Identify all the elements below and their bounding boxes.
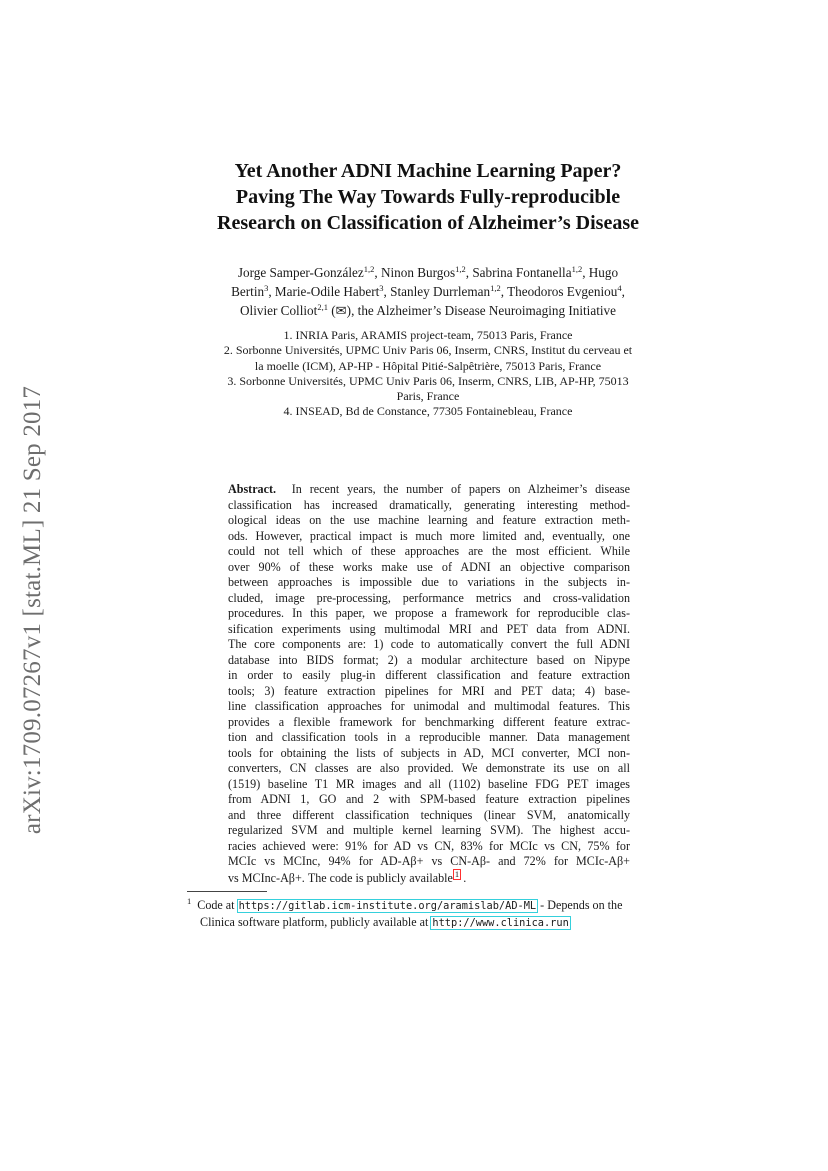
affiliation-line: 3. Sorbonne Universités, UPMC Univ Paris 06, Inserm, CNRS, LIB, AP-HP, 75013 bbox=[227, 373, 629, 388]
abstract-line: sification experiments using multimodal MRI and PET data from ADNI. bbox=[228, 621, 630, 636]
author-list bbox=[190, 263, 666, 320]
author-name: , Hugo bbox=[582, 265, 619, 280]
abstract-line: provides a flexible framework for benchmarking different feature extrac- bbox=[228, 714, 630, 729]
abstract-line bbox=[228, 870, 630, 887]
abstract-line: regularized SVM and multiple kernel learning SVM). The highest accu- bbox=[228, 823, 630, 837]
author-affil: 1,2 bbox=[455, 264, 466, 274]
clinica-link[interactable]: http://www.clinica.run bbox=[432, 917, 569, 929]
footnote-line bbox=[187, 897, 671, 914]
affiliation-line: 2. Sorbonne Universités, UPMC Univ Paris 06, Inserm, CNRS, Institut du cerveau et bbox=[223, 343, 633, 358]
arxiv-stamp bbox=[20, 355, 46, 865]
abstract-line: tion and classification tools in a reproducible manner. Data management bbox=[228, 730, 630, 744]
author-name: , bbox=[621, 284, 625, 299]
abstract-line: MCIc vs MCInc, 94% for AD-Aβ+ vs CN-Aβ- and 72% for MCIc-Aβ+ bbox=[228, 854, 630, 868]
author-name: , Ninon Burgos bbox=[374, 265, 456, 280]
affiliations bbox=[180, 328, 676, 420]
abstract-line: from ADNI 1, GO and 2 with SPM-based feature extraction pipelines bbox=[228, 792, 630, 806]
abstract-line: classification has increased dramatically, generating interesting method- bbox=[228, 497, 630, 512]
abstract-line: between approaches is impossible due to variations in the subjects in- bbox=[228, 575, 630, 589]
title-line: Research on Classification of Alzheimer’s Disease bbox=[217, 212, 639, 234]
author-name: , Stanley Durrleman bbox=[383, 284, 491, 299]
abstract-line: procedures. In this paper, we propose a framework for reproducible clas- bbox=[228, 606, 630, 620]
abstract-line: ological ideas on the use machine learning and feature extraction meth- bbox=[228, 513, 630, 527]
footnote-text: Code at bbox=[197, 898, 235, 912]
author-affil: 2,1 bbox=[317, 302, 328, 312]
author-name: Bertin bbox=[231, 284, 265, 299]
abstract-line: ods. However, practical impact is much more limited and, eventually, one bbox=[228, 528, 630, 543]
author-affil: 1,2 bbox=[571, 264, 583, 274]
author-affil: 3 bbox=[264, 283, 269, 293]
affiliation-line: Paris, France bbox=[396, 389, 460, 404]
author-name: Jorge Samper-González bbox=[237, 265, 364, 280]
author-name: , Marie-Odile Habert bbox=[268, 284, 380, 299]
abstract-line: (1519) baseline T1 MR images and all (1102) baseline FDG PET images bbox=[228, 776, 630, 791]
gitlab-link[interactable]: https://gitlab.icm-institute.org/aramislab/AD-ML bbox=[238, 900, 537, 912]
author-affil: 1,2 bbox=[363, 264, 375, 274]
abstract-text: vs MCInc-Aβ+. The code is publicly available bbox=[228, 870, 453, 885]
title-line: Paving The Way Towards Fully-reproducible bbox=[235, 186, 621, 208]
footnote-line bbox=[187, 914, 671, 931]
abstract-line: and three different classification techniques (linear SVM, anatomically bbox=[228, 807, 630, 822]
abstract-line: racies achieved were: 91% for AD vs CN, 83% for MCIc vs CN, 75% for bbox=[228, 838, 630, 853]
footnote bbox=[187, 897, 671, 931]
abstract-text: In recent years, the number of papers on Alzheimer’s disease bbox=[291, 482, 631, 496]
author-line bbox=[190, 301, 666, 320]
author-line bbox=[190, 263, 666, 282]
author-name: (✉), the Alzheimer’s Disease Neuroimaging Initiative bbox=[327, 303, 616, 318]
abstract-line: could not tell which of these approaches are the most efficient. While bbox=[228, 544, 630, 558]
footnote-text: Clinica software platform, publicly available at bbox=[200, 915, 429, 929]
abstract-line bbox=[228, 482, 630, 498]
author-affil: 4 bbox=[617, 283, 622, 293]
abstract-line: tools; 3) feature extraction pipelines for MRI and PET data; 4) base- bbox=[228, 683, 630, 698]
abstract-line: database into BIDS format; 2) a modular architecture based on Nipype bbox=[228, 652, 630, 667]
abstract-line: tools for obtaining the lists of subjects in AD, MCI converter, MCI non- bbox=[228, 745, 630, 760]
arxiv-stamp-text: arXiv:1709.07267v1 [stat.ML] 21 Sep 2017 bbox=[19, 385, 46, 835]
abstract-body bbox=[228, 498, 630, 870]
author-name: , Theodoros Evgeniou bbox=[500, 284, 618, 299]
abstract-line: cluded, image pre-processing, performance metrics and cross-validation bbox=[228, 590, 630, 605]
footnote-mark: 1 bbox=[187, 896, 192, 906]
abstract-line: over 90% of these works make use of ADNI an objective comparison bbox=[228, 559, 630, 574]
abstract-line: in order to easily plug-in different classification and feature extraction bbox=[228, 668, 630, 682]
title-line: Yet Another ADNI Machine Learning Paper? bbox=[234, 160, 622, 182]
abstract-line: The core components are: 1) code to automatically convert the full ADNI bbox=[228, 637, 630, 651]
author-name: Olivier Colliot bbox=[240, 303, 318, 318]
affiliation-line: 4. INSEAD, Bd de Constance, 77305 Fontainebleau, France bbox=[283, 404, 573, 419]
author-affil: 3 bbox=[379, 283, 384, 293]
abstract-text: . bbox=[463, 870, 467, 885]
footnote-link[interactable]: 1 bbox=[454, 868, 460, 879]
abstract-label: Abstract. bbox=[228, 482, 277, 496]
abstract bbox=[228, 482, 630, 886]
footnote-text: - Depends on the bbox=[540, 898, 623, 912]
author-line bbox=[190, 282, 666, 301]
author-name: , Sabrina Fontanella bbox=[465, 265, 572, 280]
author-affil: 1,2 bbox=[490, 283, 501, 293]
affiliation-line: la moelle (ICM), AP-HP - Hôpital Pitié-Salpêtrière, 75013 Paris, France bbox=[254, 358, 602, 373]
abstract-line: converters, CN classes are also provided. We demonstrate its use on all bbox=[228, 761, 630, 775]
affiliation-line: 1. INRIA Paris, ARAMIS project-team, 75013 Paris, France bbox=[283, 328, 573, 342]
paper-title bbox=[150, 158, 706, 236]
footnote-rule bbox=[187, 891, 267, 892]
abstract-line: line classification approaches for unimodal and multimodal features. This bbox=[228, 699, 630, 713]
